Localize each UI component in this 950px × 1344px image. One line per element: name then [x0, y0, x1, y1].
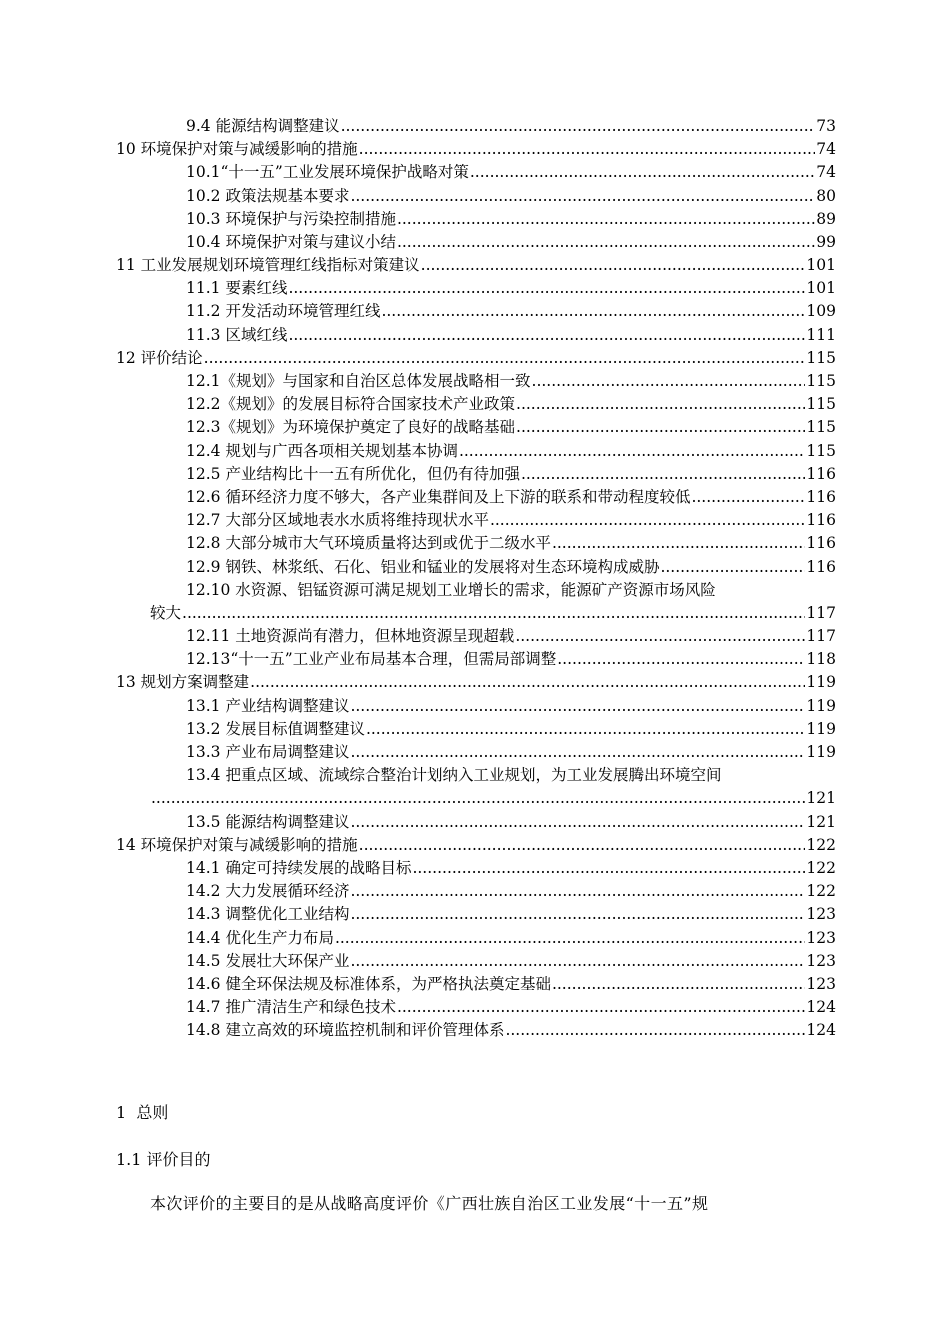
toc-dot-leader	[459, 440, 805, 463]
toc-page-number: 115	[806, 372, 836, 391]
toc-dot-leader	[350, 741, 805, 764]
toc-entry[interactable]	[0, 718, 950, 741]
toc-page-number: 124	[806, 1021, 836, 1040]
toc-page-number: 119	[806, 673, 836, 692]
toc-entry[interactable]	[0, 486, 950, 509]
toc-entry-title: 14 环境保护对策与减缓影响的措施	[116, 835, 358, 854]
toc-page-number: 101	[806, 256, 836, 275]
toc-entry[interactable]	[0, 950, 950, 973]
toc-page-number: 123	[806, 951, 836, 970]
toc-page-number: 74	[816, 140, 836, 159]
toc-page-number: 73	[816, 116, 836, 135]
toc-dot-leader	[350, 950, 805, 973]
toc-entry[interactable]	[0, 509, 950, 532]
toc-dot-leader	[516, 393, 805, 416]
toc-entry-title: 11.1 要素红线	[186, 279, 288, 298]
toc-dot-leader	[660, 556, 805, 579]
toc-entry-title: 14.6 健全环保法规及标准体系，为严格执法奠定基础	[186, 974, 551, 993]
toc-entry[interactable]	[0, 741, 950, 764]
toc-dot-leader	[335, 927, 805, 950]
toc-entry-title: 13.1 产业结构调整建议	[186, 696, 350, 715]
toc-entry[interactable]	[0, 556, 950, 579]
toc-dot-leader	[350, 811, 805, 834]
toc-entry[interactable]	[0, 532, 950, 555]
toc-entry-title: 12.4 规划与广西各项相关规划基本协调	[186, 441, 458, 460]
toc-entry-title: 12.1《规划》与国家和自治区总体发展战略相一致	[186, 372, 531, 391]
toc-dot-leader	[521, 463, 805, 486]
toc-page-number: 119	[806, 696, 836, 715]
toc-page-number: 122	[806, 835, 836, 854]
toc-entry[interactable]	[0, 370, 950, 393]
toc-page-number: 118	[806, 650, 836, 669]
toc-entry[interactable]	[0, 440, 950, 463]
toc-dot-leader	[250, 671, 805, 694]
toc-dot-leader	[515, 625, 805, 648]
toc-dot-leader	[288, 277, 805, 300]
toc-entry[interactable]	[0, 996, 950, 1019]
toc-entry[interactable]	[0, 161, 950, 184]
toc-entry[interactable]	[0, 672, 950, 695]
toc-entry-title: 10.1“十一五”工业发展环境保护战略对策	[186, 163, 469, 182]
toc-dot-leader	[350, 695, 805, 718]
toc-page-number: 111	[806, 325, 836, 344]
toc-page-number: 115	[806, 418, 836, 437]
toc-page-number: 116	[806, 487, 836, 506]
toc-entry-title: 12.2《规划》的发展目标符合国家技术产业政策	[186, 395, 516, 414]
toc-dot-leader	[532, 370, 806, 393]
toc-page-number: 109	[806, 302, 836, 321]
toc-page-number: 119	[806, 743, 836, 762]
toc-entry-title: 10 环境保护对策与减缓影响的措施	[116, 140, 358, 159]
toc-page-number: 116	[806, 464, 836, 483]
toc-dot-leader	[341, 115, 816, 138]
toc-entry[interactable]	[0, 301, 950, 324]
toc-entry[interactable]	[0, 834, 950, 857]
toc-entry-title: 12.11 土地资源尚有潜力，但林地资源呈现超载	[186, 627, 515, 646]
toc-entry-title: 14.3 调整优化工业结构	[186, 905, 350, 924]
toc-page-number: 121	[806, 789, 836, 808]
toc-entry-title: 13.5 能源结构调整建议	[186, 812, 350, 831]
toc-entry-title: 10.4 环境保护对策与建议小结	[186, 232, 396, 251]
toc-entry[interactable]	[0, 393, 950, 416]
toc-page-number: 121	[806, 812, 836, 831]
toc-entry-title: 12.6 循环经济力度不够大，各产业集群间及上下游的联系和带动程度较低	[186, 487, 691, 506]
toc-entry-title: 较大	[150, 603, 182, 622]
toc-page-number: 80	[816, 186, 836, 205]
toc-entry-title: 14.7 推广清洁生产和绿色技术	[186, 998, 396, 1017]
toc-dot-leader	[490, 509, 805, 532]
body-paragraph: 本次评价的主要目的是从战略高度评价《广西壮族自治区工业发展“十一五”规	[150, 1194, 709, 1213]
toc-page-number: 117	[806, 627, 836, 646]
toc-entry-title: 12.3《规划》为环境保护奠定了良好的战略基础	[186, 418, 516, 437]
toc-entry-title: 11.3 区域红线	[186, 325, 288, 344]
toc-dot-leader	[350, 903, 805, 926]
toc-dot-leader	[381, 300, 805, 323]
toc-entry-title: 12.10 水资源、铝锰资源可满足规划工业增长的需求，能源矿产资源市场风险	[186, 580, 716, 599]
toc-page-number: 122	[806, 858, 836, 877]
toc-entry[interactable]	[0, 324, 950, 347]
toc-page-number: 115	[806, 441, 836, 460]
toc-page-number: 123	[806, 974, 836, 993]
toc-entry-title: 10.2 政策法规基本要求	[186, 186, 350, 205]
toc-page-number: 117	[806, 603, 836, 622]
toc-entry[interactable]	[0, 625, 950, 648]
toc-dot-leader	[397, 231, 815, 254]
toc-page-number: 101	[806, 279, 836, 298]
toc-dot-leader	[359, 138, 816, 161]
toc-entry[interactable]	[0, 231, 950, 254]
toc-entry-title: 14.4 优化生产力布局	[186, 928, 334, 947]
toc-page-number: 123	[806, 905, 836, 924]
toc-dot-leader	[359, 834, 806, 857]
subsection-heading: 1.1 评价目的	[116, 1150, 211, 1169]
toc-dot-leader	[516, 416, 805, 439]
toc-page-number: 115	[806, 395, 836, 414]
toc-dot-leader	[397, 996, 805, 1019]
toc-entry[interactable]	[0, 857, 950, 880]
table-of-contents	[0, 115, 950, 1043]
toc-entry-title: 11 工业发展规划环境管理红线指标对策建议	[116, 256, 420, 275]
toc-entry-title: 12.8 大部分城市大气环境质量将达到或优于二级水平	[186, 534, 551, 553]
toc-entry-title: 14.2 大力发展循环经济	[186, 882, 350, 901]
toc-dot-leader	[421, 254, 806, 277]
toc-entry-title: 12.13“十一五”工业产业布局基本合理，但需局部调整	[186, 650, 557, 669]
toc-dot-leader	[691, 486, 805, 509]
toc-entry-title: 14.5 发展壮大环保产业	[186, 951, 350, 970]
toc-entry-title: 12.7 大部分区域地表水水质将维持现状水平	[186, 511, 489, 530]
toc-entry[interactable]	[0, 185, 950, 208]
toc-entry-title: 9.4 能源结构调整建议	[186, 116, 340, 135]
toc-entry[interactable]	[0, 880, 950, 903]
toc-page-number: 89	[816, 209, 836, 228]
toc-entry[interactable]	[0, 648, 950, 671]
toc-page-number: 122	[806, 882, 836, 901]
toc-dot-leader	[366, 718, 805, 741]
toc-entry[interactable]	[0, 903, 950, 926]
toc-page-number: 116	[806, 557, 836, 576]
toc-entry[interactable]	[0, 787, 950, 810]
section-heading: 1 总则	[116, 1103, 169, 1122]
toc-entry[interactable]	[0, 1019, 950, 1042]
toc-page-number: 119	[806, 719, 836, 738]
toc-entry[interactable]	[0, 277, 950, 300]
toc-dot-leader	[552, 973, 805, 996]
toc-dot-leader	[557, 648, 805, 671]
toc-entry[interactable]	[0, 927, 950, 950]
toc-dot-leader	[505, 1019, 805, 1042]
toc-entry[interactable]	[0, 579, 950, 602]
toc-entry[interactable]	[0, 811, 950, 834]
toc-page-number: 115	[806, 348, 836, 367]
toc-page-number: 116	[806, 511, 836, 530]
toc-page-number: 99	[816, 232, 836, 251]
toc-entry-title: 12.9 钢铁、林浆纸、石化、铝业和锰业的发展将对生态环境构成威胁	[186, 557, 660, 576]
toc-dot-leader	[412, 857, 805, 880]
toc-entry-title: 13.3 产业布局调整建议	[186, 743, 350, 762]
toc-entry-title: 14.1 确定可持续发展的战略目标	[186, 858, 412, 877]
toc-dot-leader	[470, 161, 815, 184]
toc-page-number: 123	[806, 928, 836, 947]
toc-entry[interactable]	[0, 138, 950, 161]
toc-entry-title: 10.3 环境保护与污染控制措施	[186, 209, 396, 228]
toc-dot-leader	[350, 185, 815, 208]
toc-dot-leader	[151, 787, 805, 810]
toc-entry-title: 12.5 产业结构比十一五有所优化，但仍有待加强	[186, 464, 520, 483]
toc-entry[interactable]	[0, 764, 950, 787]
toc-entry[interactable]	[0, 115, 950, 138]
toc-entry-title: 11.2 开发活动环境管理红线	[186, 302, 381, 321]
toc-entry[interactable]	[0, 695, 950, 718]
toc-entry-title: 13.4 把重点区域、流域综合整治计划纳入工业规划，为工业发展腾出环境空间	[186, 766, 722, 785]
toc-entry[interactable]	[0, 347, 950, 370]
toc-entry[interactable]	[0, 208, 950, 231]
toc-entry-title: 12 评价结论	[116, 348, 203, 367]
toc-dot-leader	[397, 208, 815, 231]
toc-entry-title: 14.8 建立高效的环境监控机制和评价管理体系	[186, 1021, 505, 1040]
toc-dot-leader	[288, 324, 805, 347]
toc-entry[interactable]	[0, 416, 950, 439]
toc-dot-leader	[350, 880, 805, 903]
toc-entry[interactable]	[0, 463, 950, 486]
toc-entry-title: 13.2 发展目标值调整建议	[186, 719, 365, 738]
toc-dot-leader	[182, 602, 805, 625]
toc-page-number: 116	[806, 534, 836, 553]
toc-dot-leader	[204, 347, 806, 370]
toc-page-number: 124	[806, 998, 836, 1017]
toc-entry-title: 13 规划方案调整建	[116, 673, 250, 692]
toc-dot-leader	[552, 532, 805, 555]
toc-entry[interactable]	[0, 973, 950, 996]
toc-entry[interactable]	[0, 602, 950, 625]
toc-page-number: 74	[816, 163, 836, 182]
toc-entry[interactable]	[0, 254, 950, 277]
